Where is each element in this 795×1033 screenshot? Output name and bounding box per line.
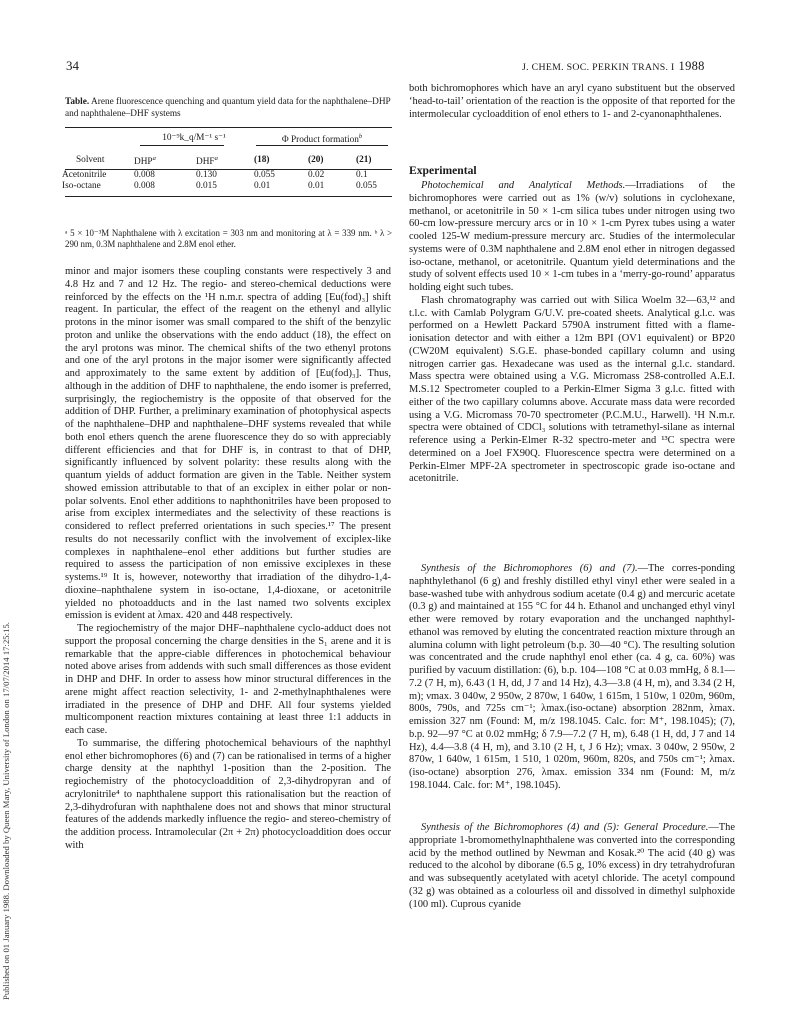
body-paragraph: Flash chromatography was carried out with Silica Woelm 32—63,¹² and t.l.c. with Camlab Polygram G/U.V. pre-coated sheets. Analytical g.l.c. was performed on a Hewlett Packard 5790A instrument fitted with a flame-ionisation detector and with either a 12m BPI (OV1 equivalent) or BP20 (CW20M equivalent) S.G.E. phase-bonded capillary column and using nitrogen carrier gas. Hexadecane was used as the internal g.l.c. standard. Mass spectra were obtained using a V.G. Micromass 2S8-controlled A.E.I. M.S.12 Spectrometer coupled to a Perkin-Elmer Sigma 3 g.l.c. fitted with either of the two capillary columns above. Accurate mass data were recorded using a V.G. Micromass 70-70 spectrometer (P.C.M.U., Harwell). ¹H N.m.r. spectra were obtained of CDCl₃ solutions with tetramethyl-silane as internal reference using a Perkin-Elmer R-32 spectro-meter and ¹³C spectra were determined on a Joel FX90Q. Fluorescence spectra were determined on a Perkin-Elmer MPF-2A spectrometer in spectroscopic grade iso-octane and acetonitrile.	[409, 294, 735, 485]
subsection-title: Synthesis of the Bichromophores (6) and (7).	[421, 563, 638, 574]
cell-dhp: 0.008	[134, 170, 155, 180]
table-row	[62, 170, 390, 181]
col-dhf-label: DHF	[196, 156, 215, 167]
table-footnote: ᵃ 5 × 10⁻³M Naphthalene with λ excitation = 303 nm and monitoring at λ = 339 nm. ᵇ λ > 290 nm, 0.3M naphthalene and 2.8M enol ether.	[65, 228, 392, 250]
cell-21: 0.1	[356, 170, 368, 180]
body-paragraph	[409, 563, 735, 793]
body-paragraph: both bichromophores which have an aryl cyano substituent but the observed ‘head-to-tail’ orientation of the reaction is the opposite of that reported for the intermolecular cycloaddition of enol ethers to 1- and 2-cyanonaphthalenes.	[409, 83, 735, 120]
cell-dhf: 0.015	[196, 181, 217, 192]
group2-label: Φ Product formation	[281, 135, 359, 146]
table-group-header	[62, 131, 390, 147]
table-bottom-rule	[65, 196, 392, 197]
body-paragraph: The regiochemistry of the major DHF–naphthalene cyclo-adduct does not support the proposal concerning the charge densities in the S₁ arene and it is remarkable that the appre-ciable differences in photochemical behaviour noted above arises from addends with such small differences as those evident in DHP and DHF. In order to assess how minor structural differences in the arene might affect reaction selectivity, 1- and 2-methylnaphthalenes were irradiated in the presence of DHP and DHF. All four systems yielded multicomponent reaction mixtures containing at least three 1:1 adducts in each case.	[65, 623, 391, 736]
cell-solvent: Iso-octane	[62, 181, 101, 192]
subsection-text: —The corres-ponding naphthylethanol (6 g) and freshly distilled ethyl vinyl ether were sealed in a base-washed tube with anhydrous sodium acetate (0.4 g) and mercuric acetate (0.3 g) and maintained at 155 °C for 44 h. Ethanol and unchanged ethyl vinyl ether were removed by rotary evaporation and the unchanged naphthyl-ethanol was removed by eluting the concentrated reaction mixture through an alumina column with light petroleum (b.p. 30—40 °C). The resulting solution was concentrated and the crude naphthyl enol ether (ca. 4 g, ca. 60%) was purified by vacuum distillation: (6), b.p. 104—108 °C at 0.03 mmHg, δ 8.1—7.2 (7 H, m), 6.43 (1 H, dd, J 7 and 14 Hz), 4.3—3.8 (4 H, m), and 3.34 (2 H, m); νmax. 3 040w, 2 950w, 2 870w, 1 640w, 1 615m, 1 510w, 1 020m, 960m, 800s, 790s, and 725s cm⁻¹; λmax.(iso-octane) absorption 282nm, λmax. emission 327 nm (Found: M, m/z 198.1045. Calc. for: M⁺, 198.1045); (7), b.p. 92—97 °C at 0.02 mmHg; δ 7.9—7.2 (7 H, m), 6.48 (1 H, dd, J 7 and 14 Hz), 4.4—3.8 (4 H, m), and 3.10 (2 H, t, J 6 Hz); νmax. 3 040w, 2 950w, 2 870w, 1 640w, 1 615m, 1 510, 1 020m, 960m, 820s, and 750s cm⁻¹; λmax.(iso-octane) absorption 276, λmax. emission 334 nm (Found: M, m/z 198.1044. Calc. for: M⁺, 198.1045).	[409, 563, 736, 791]
cell-20: 0.01	[308, 181, 325, 192]
table-column-header	[62, 153, 390, 169]
table-caption-text: Arene fluorescence quenching and quantum yield data for the naphthalene–DHP and naphthalene–DHF systems	[65, 97, 391, 119]
col-dhf	[196, 153, 254, 169]
body-paragraph: minor and major isomers these coupling constants were respectively 3 and 4.8 Hz and 7 and 12 Hz. The regio- and stereo-chemical deductions were reinforced by the effects on the ¹H n.m.r. spectra of adding [Eu(fod)₃] shift reagent. In particular, the effect of the reagent on the ethenyl and allylic protons in the minor isomer was small compared to the shift of the benzylic proton and unlike the observations with the endo adduct (18), the effect on the aryl protons was minor. The chemical shifts of the two ethenyl protons and one of the aryl protons in the major isomer were significantly affected and approximately to the same extent by addition of [Eu(fod)₃]. Thus, although in the addition of DHF to naphthalene, the endo isomer is preferred, surprisingly, the regiochemistry is the opposite of that observed for the addition of DHP. Further, a preliminary examination of photophysical aspects of the naphthalene–DHP and naphthalene–DHF systems revealed that while both enol ethers quench the arene fluorescence they do so with appreciably different efficiencies and that for DHF is, in contrast to that of DHP, significantly influenced by solvent polarity: these results along with the quantum yields of adduct formation are given in the Table. Neither system showed emission attributable to that of an exciplex in either polar or non-polar solvents. Enol ether additions to naphthonitriles have been proposed to arise from exciplex intermediates and the selectivity of these reactions is considered to reflect preferred orientations in such species.¹⁷ The present results do not necessarily conflict with the involvement of exciplex-like complexes in naphthalene–enol ether additions but further studies are required to assess the participation of non emissive exciplexes in these systems.¹⁹ It is, however, noteworthy that irradiation of the dihydro-1,4-dioxine–naphthalene system in iso-octane, 1,4-dioxane, or acetonitrile yielded no photoadducts and in the last named two solvents exciplex emission is evident at λmax. 420 and 448 respectively.	[65, 266, 391, 622]
subsection-title: Photochemical and Analytical Methods.	[421, 180, 626, 191]
group2-footnote-mark: b	[358, 133, 363, 140]
subsection-text: —Irradiations of the bichromophores were carried out as 1% (w/v) solutions in cyclohexane, methanol, or acetonitrile in 50 × 1-cm silica tubes under nitrogen using two 60-cm low-pressure mercury arcs or in 10 × 1-cm Pyrex tubes using a water cooled 125-W medium-pressure mercury arc. Studies of the intermolecular systems were of 0.3M naphthalene and 2.8M enol ether in nitrogen degassed iso-octane, methanol, or acetonitrile. Quantum yield determinations and the study of solvent effects used 10 × 1-cm tubes in a ‘merry-go-round’ apparatus holding eight such tubes.	[409, 180, 735, 293]
body-paragraph: To summarise, the differing photochemical behaviours of the naphthyl enol ether bichromophores (6) and (7) can be rationalised in terms of a higher charge density at the naphthyl 1-position than the 2-position. The regiochemistry of the photocycloaddition of 2,3-dihydropyran and of acrylonitrile⁴ to naphthalene support this rationalisation but the reaction of 2,3-dihydrofuran with naphthalene does not and shows that minor structural features of the addends markedly influence the regio- and stereo-chemistry of the addition process. Intramolecular (2π + 2π) photocycloaddition does occur with	[65, 737, 391, 851]
table-caption-label: Table.	[65, 97, 90, 107]
table-row	[62, 181, 390, 192]
subsection-title: Synthesis of the Bichromophores (4) and (5): General Procedure.	[421, 822, 709, 833]
section-heading: Experimental	[409, 164, 477, 177]
right-column-intro	[409, 83, 735, 121]
cell-dhp: 0.008	[134, 181, 155, 192]
col-solvent: Solvent	[76, 154, 105, 165]
body-paragraph	[409, 822, 735, 911]
journal-year: 1988	[678, 59, 705, 73]
body-paragraph	[409, 180, 735, 295]
synthesis-4-5	[409, 822, 735, 911]
cell-solvent: Acetonitrile	[62, 170, 107, 180]
cell-18: 0.055	[254, 170, 275, 180]
col-dhp	[134, 153, 196, 169]
table-top-rule	[65, 127, 392, 128]
col-dhp-mark: a	[152, 154, 156, 162]
group1-header: 10⁻⁹k_q/M⁻¹ s⁻¹	[162, 133, 226, 144]
journal-header	[522, 59, 705, 74]
download-notice-sidebar	[0, 0, 12, 1033]
cell-18: 0.01	[254, 181, 271, 192]
experimental-methods	[409, 180, 735, 486]
synthesis-6-7	[409, 563, 735, 793]
col-18: (18)	[254, 154, 270, 165]
subsection-text: —The appropriate 1-bromomethylnaphthalene was converted into the corresponding acid by the method outlined by Newman and Kosak.²⁰ The acid (40 g) was reduced to the alcohol by diborane (6.5 g, 10% excess) in dry tetrahydrofuran and was subsequently acetylated with acetyl chloride. The acetyl compound (32 g) was obtained as a colourless oil and dissolved in dimethyl sulphoxide (100 ml). Cuprous cyanide	[409, 822, 735, 910]
journal-name: J. CHEM. SOC. PERKIN TRANS. I	[522, 62, 675, 73]
col-dhf-mark: a	[214, 154, 218, 162]
group2-header	[254, 131, 390, 147]
cell-21: 0.055	[356, 181, 377, 192]
left-column	[65, 266, 391, 853]
col-21: (21)	[356, 154, 372, 165]
table-caption	[65, 97, 392, 120]
cell-20: 0.02	[308, 170, 325, 180]
cell-dhf: 0.130	[196, 170, 217, 180]
download-notice-text: Published on 01 January 1988. Downloaded by Queen Mary, University of London on 17/07/2014 17:25:15.	[1, 622, 11, 1000]
col-20: (20)	[308, 154, 324, 165]
page-number: 34	[66, 58, 79, 73]
data-table	[62, 131, 390, 193]
col-dhp-label: DHP	[134, 156, 153, 167]
